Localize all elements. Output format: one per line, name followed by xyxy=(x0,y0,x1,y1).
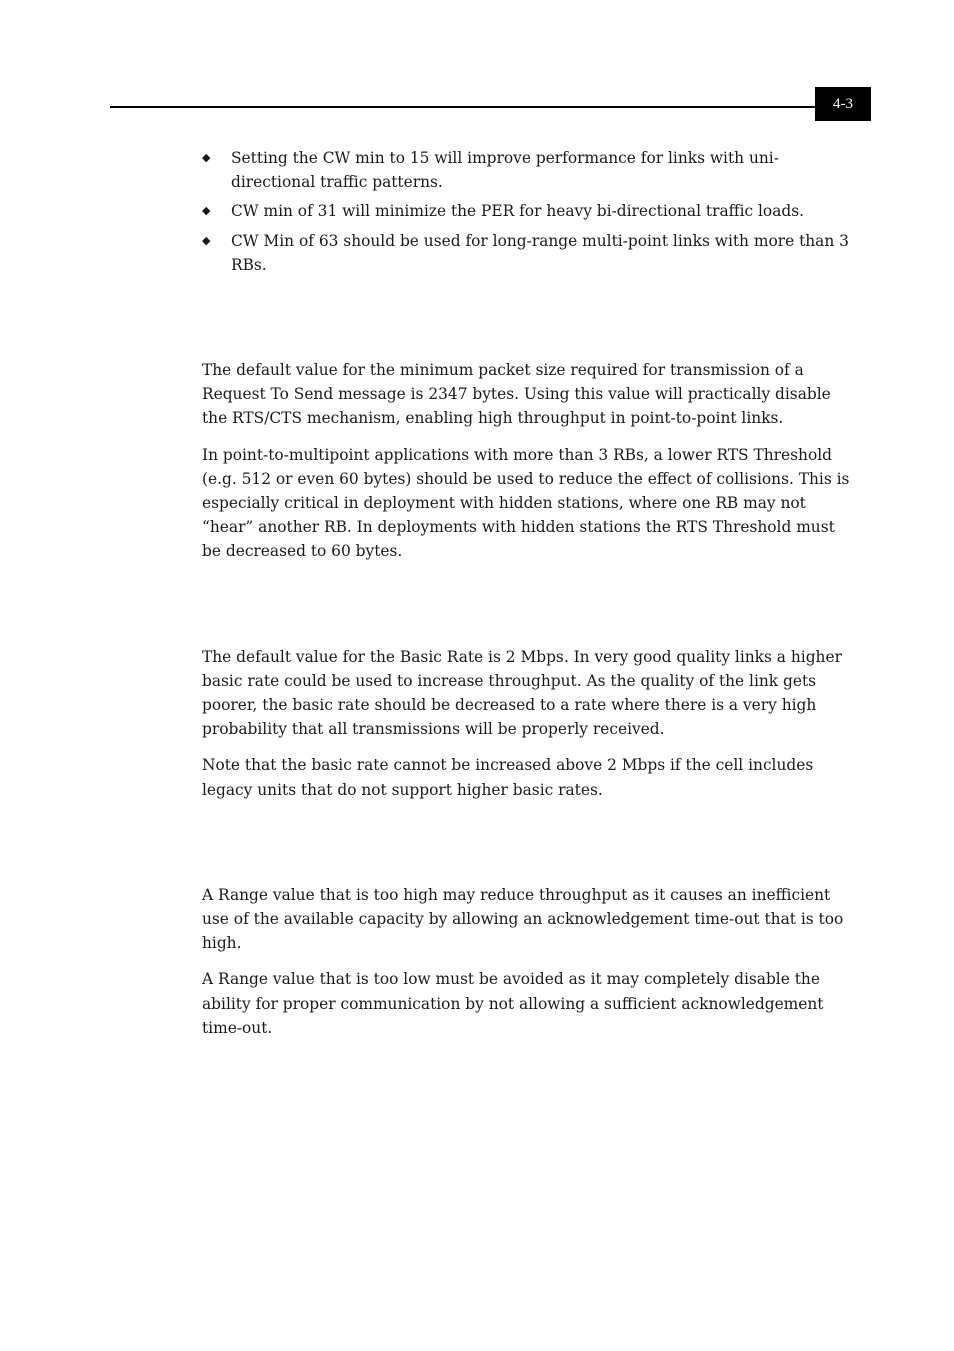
bullet-text: CW min of 31 will minimize the PER for heavy bi-directional traffic loads. xyxy=(231,202,805,221)
paragraph: The default value for the minimum packet size required for transmission of a Request To Send message is 2347 bytes. Using this value will practically disable the RTS/CTS mechanism, enabling high throughput in point-to-point links. xyxy=(202,361,831,428)
rts-threshold-section xyxy=(202,358,858,564)
bullet-text: Setting the CW min to 15 will improve performance for links with uni-directional traffic patterns. xyxy=(231,149,779,192)
basic-rate-section xyxy=(202,645,858,802)
list-item xyxy=(202,146,858,194)
section-spacer xyxy=(202,282,858,358)
page-content xyxy=(202,146,858,1052)
range-section xyxy=(202,883,858,1040)
bullet-text: CW Min of 63 should be used for long-range multi-point links with more than 3 RBs. xyxy=(231,231,849,274)
paragraph: A Range value that is too high may reduce throughput as it causes an inefficient use of the available capacity by allowing an acknowledgement time-out that is too high. xyxy=(202,885,844,953)
section-spacer xyxy=(202,576,858,645)
list-item xyxy=(202,199,858,223)
paragraph: Note that the basic rate cannot be increased above 2 Mbps if the cell includes legacy units that do not support higher basic rates. xyxy=(202,756,814,799)
section-spacer xyxy=(202,814,858,883)
diamond-bullet-icon: ◆ xyxy=(202,233,211,247)
paragraph: The default value for the Basic Rate is 2 Mbps. In very good quality links a higher basic rate could be used to increase throughput. As the quality of the link gets poorer, the basic rate should be decreased to a rate where there is a very high probability that all transmissions will be properly received. xyxy=(202,647,842,739)
diamond-bullet-icon: ◆ xyxy=(202,151,211,164)
paragraph: In point-to-multipoint applications with more than 3 RBs, a lower RTS Threshold (e.g. 512 or even 60 bytes) should be used to reduce the effect of collisions. This is especially critical in deployment with hidden stations, where one RB may not “hear” another RB. In deployments with hidden stations the RTS Threshold must be decreased to 60 bytes. xyxy=(202,445,850,561)
cw-min-bullet-list xyxy=(202,146,858,277)
list-item xyxy=(202,229,858,277)
diamond-bullet-icon: ◆ xyxy=(202,204,211,218)
page-number: 4-3 xyxy=(815,87,871,121)
paragraph: A Range value that is too low must be avoided as it may completely disable the ability for proper communication by not allowing a sufficient acknowledgement time-out. xyxy=(202,970,824,1037)
header-rule xyxy=(110,106,816,108)
